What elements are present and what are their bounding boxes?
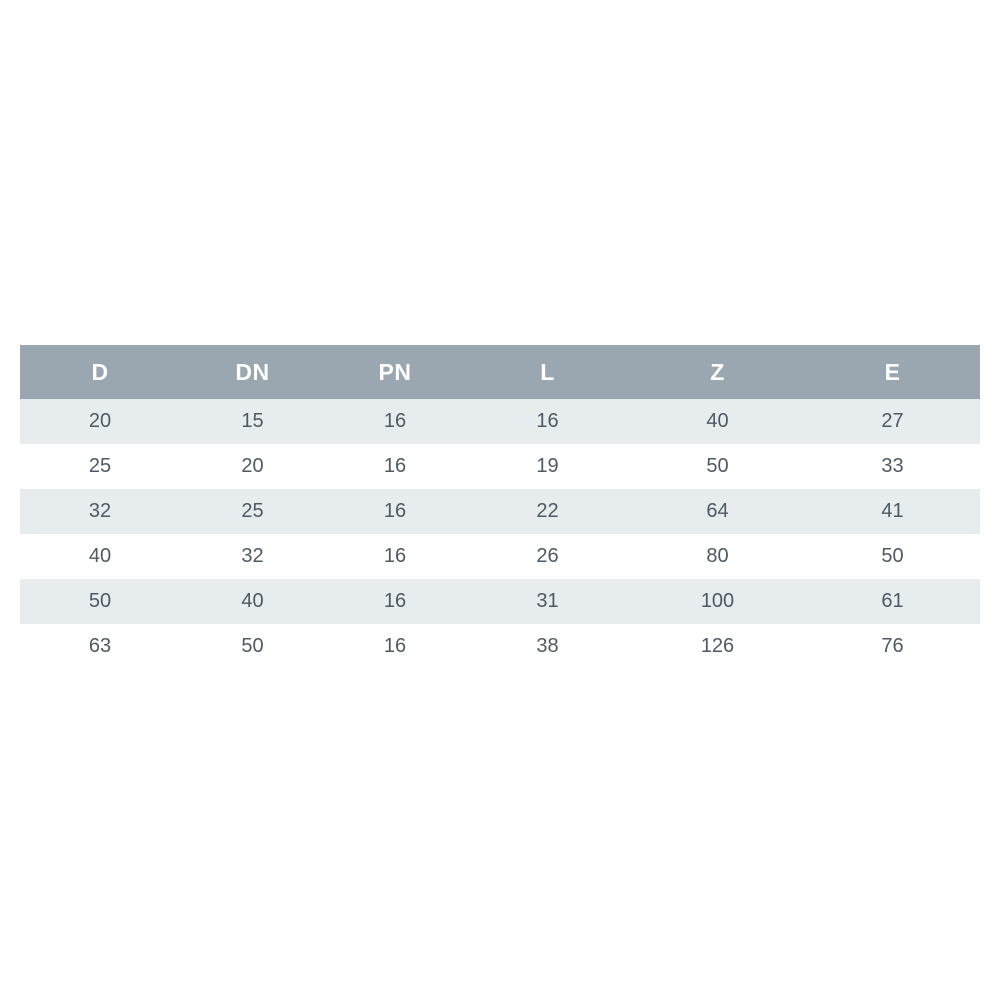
cell-pn: 16 bbox=[325, 399, 465, 444]
table-row bbox=[20, 444, 980, 489]
column-header-e: E bbox=[805, 345, 980, 399]
table-row bbox=[20, 579, 980, 624]
column-header-z: Z bbox=[630, 345, 805, 399]
specification-table-container bbox=[20, 345, 980, 669]
cell-d: 63 bbox=[20, 624, 180, 669]
cell-d: 25 bbox=[20, 444, 180, 489]
table-row bbox=[20, 489, 980, 534]
cell-dn: 32 bbox=[180, 534, 325, 579]
cell-z: 40 bbox=[630, 399, 805, 444]
cell-dn: 50 bbox=[180, 624, 325, 669]
cell-z: 100 bbox=[630, 579, 805, 624]
cell-d: 50 bbox=[20, 579, 180, 624]
cell-l: 31 bbox=[465, 579, 630, 624]
cell-e: 61 bbox=[805, 579, 980, 624]
specification-table bbox=[20, 345, 980, 669]
cell-pn: 16 bbox=[325, 444, 465, 489]
table-body bbox=[20, 399, 980, 669]
cell-dn: 25 bbox=[180, 489, 325, 534]
table-row bbox=[20, 399, 980, 444]
cell-e: 76 bbox=[805, 624, 980, 669]
cell-l: 22 bbox=[465, 489, 630, 534]
cell-e: 41 bbox=[805, 489, 980, 534]
cell-l: 26 bbox=[465, 534, 630, 579]
cell-l: 19 bbox=[465, 444, 630, 489]
cell-l: 38 bbox=[465, 624, 630, 669]
cell-z: 126 bbox=[630, 624, 805, 669]
cell-dn: 15 bbox=[180, 399, 325, 444]
column-header-d: D bbox=[20, 345, 180, 399]
cell-z: 50 bbox=[630, 444, 805, 489]
cell-pn: 16 bbox=[325, 624, 465, 669]
table-row bbox=[20, 624, 980, 669]
table-row bbox=[20, 534, 980, 579]
cell-e: 27 bbox=[805, 399, 980, 444]
column-header-pn: PN bbox=[325, 345, 465, 399]
cell-e: 50 bbox=[805, 534, 980, 579]
cell-dn: 40 bbox=[180, 579, 325, 624]
table-header bbox=[20, 345, 980, 399]
cell-z: 64 bbox=[630, 489, 805, 534]
table-header-row bbox=[20, 345, 980, 399]
cell-d: 40 bbox=[20, 534, 180, 579]
cell-pn: 16 bbox=[325, 579, 465, 624]
cell-dn: 20 bbox=[180, 444, 325, 489]
cell-d: 20 bbox=[20, 399, 180, 444]
column-header-dn: DN bbox=[180, 345, 325, 399]
cell-d: 32 bbox=[20, 489, 180, 534]
cell-z: 80 bbox=[630, 534, 805, 579]
column-header-l: L bbox=[465, 345, 630, 399]
cell-pn: 16 bbox=[325, 489, 465, 534]
cell-l: 16 bbox=[465, 399, 630, 444]
cell-e: 33 bbox=[805, 444, 980, 489]
cell-pn: 16 bbox=[325, 534, 465, 579]
